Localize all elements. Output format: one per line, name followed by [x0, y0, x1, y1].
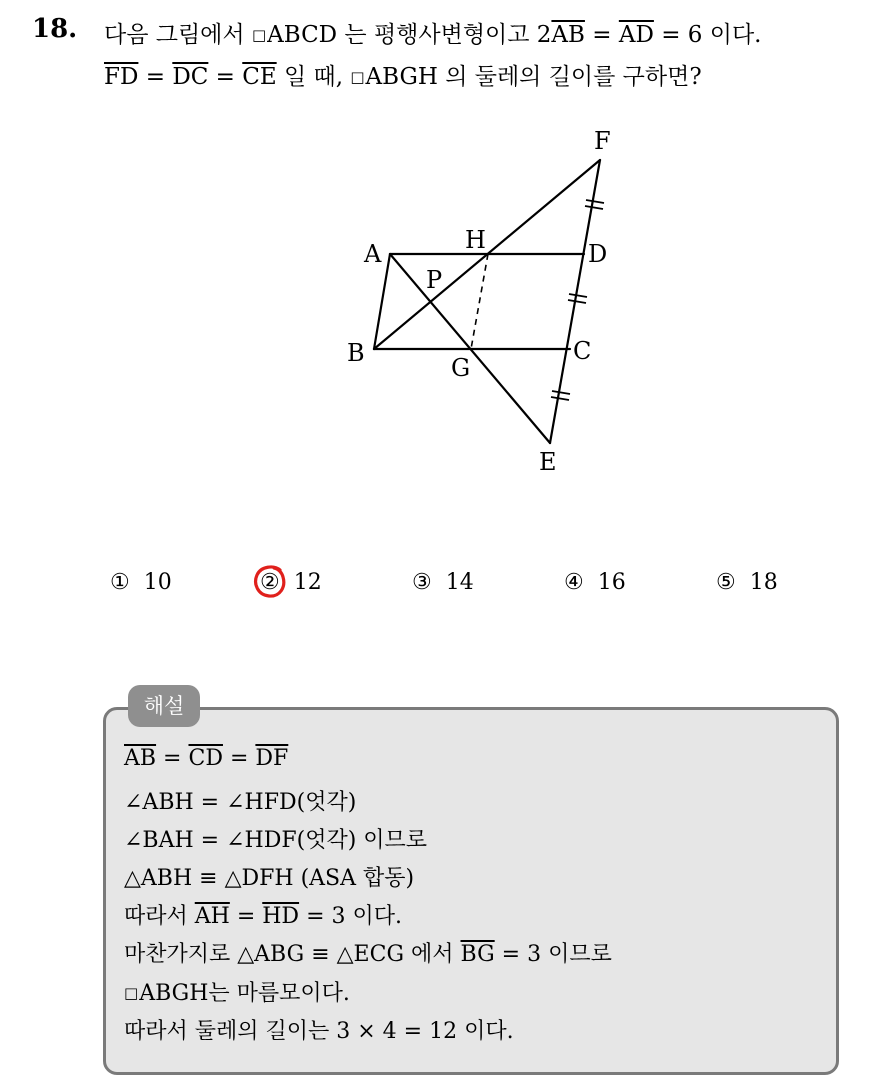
- segment-ah: $\overline{AH}$: [194, 904, 230, 929]
- question-text: ABCD 는 평행사변형이고 2: [267, 22, 552, 48]
- solution-line-6: [124, 937, 612, 968]
- question-text: 일 때,: [276, 64, 351, 90]
- choice-mark: ②: [260, 570, 280, 595]
- label-f: F: [594, 127, 611, 155]
- square-symbol: □: [124, 984, 139, 1002]
- question-text: 다음 그림에서: [104, 22, 252, 48]
- choice-value: 16: [597, 570, 626, 595]
- question-line-1: [104, 16, 762, 49]
- segment-h-g-dashed: [471, 254, 488, 349]
- choice-3[interactable]: [412, 570, 474, 595]
- segment-cd: $\overline{CD}$: [188, 746, 223, 771]
- segment-df: $\overline{DF}$: [255, 746, 289, 771]
- selected-answer-circle-icon: [252, 563, 288, 599]
- question-text: =: [584, 22, 619, 48]
- solution-line-7: [124, 976, 350, 1007]
- label-d: D: [588, 240, 608, 268]
- label-e: E: [539, 448, 557, 476]
- solution-text: =: [222, 746, 256, 771]
- question-text: =: [208, 64, 243, 90]
- solution-line-3: ∠BAH = ∠HDF(엇각) 이므로: [124, 828, 428, 853]
- solution-text: = 3 이다.: [299, 904, 402, 929]
- solution-line-8: 따라서 둘레의 길이는 3 × 4 = 12 이다.: [124, 1019, 514, 1044]
- choice-5[interactable]: [716, 570, 778, 595]
- choice-1[interactable]: [110, 570, 172, 595]
- choice-mark: ①: [110, 570, 130, 595]
- choice-value: 12: [293, 570, 322, 595]
- choice-mark: ③: [412, 570, 432, 595]
- label-p: P: [426, 266, 443, 294]
- tick-marks: [551, 200, 604, 400]
- label-b: B: [347, 339, 365, 367]
- question-text: = 6 이다.: [653, 22, 762, 48]
- solution-text: =: [156, 746, 189, 771]
- solution-line-5: [124, 899, 402, 930]
- segment-fd: $\overline{FD}$: [104, 64, 139, 90]
- solution-text: 마찬가지로 △ABG ≡ △ECG 에서: [124, 942, 461, 967]
- question-line-2: [104, 58, 702, 91]
- solution-tag: 해설: [128, 685, 200, 727]
- choice-value: 10: [143, 570, 172, 595]
- geometry-figure: [330, 118, 640, 480]
- question-text: ABGH 의 둘레의 길이를 구하면?: [365, 64, 702, 90]
- choice-value: 14: [445, 570, 474, 595]
- square-symbol: □: [251, 26, 267, 44]
- label-c: C: [573, 337, 592, 365]
- label-h: H: [465, 226, 486, 254]
- label-g: G: [451, 354, 471, 382]
- segment-hd: $\overline{HD}$: [262, 904, 300, 929]
- solution-line-4: △ABH ≡ △DFH (ASA 합동): [124, 866, 415, 891]
- solution-text: 따라서: [124, 904, 195, 929]
- choice-value: 18: [749, 570, 778, 595]
- segment-ad: $\overline{AD}$: [618, 22, 654, 48]
- solution-text: =: [229, 904, 263, 929]
- solution-line-2: ∠ABH = ∠HFD(엇각): [124, 790, 357, 815]
- square-symbol: □: [350, 68, 365, 86]
- choice-mark: ⑤: [716, 570, 736, 595]
- choice-4[interactable]: [564, 570, 626, 595]
- label-a: A: [364, 240, 382, 268]
- segment-a-b: [374, 254, 390, 349]
- question-text: =: [138, 64, 173, 90]
- question-number: 18.: [32, 14, 78, 44]
- solution-line-1: [124, 746, 288, 771]
- segment-bg: $\overline{BG}$: [460, 942, 495, 967]
- solution-text: ABGH는 마름모이다.: [139, 981, 350, 1006]
- segment-ce: $\overline{CE}$: [242, 64, 277, 90]
- solution-text: = 3 이므로: [494, 942, 612, 967]
- segment-dc: $\overline{DC}$: [172, 64, 209, 90]
- segment-ab: $\overline{AB}$: [124, 746, 157, 771]
- choice-mark: ④: [564, 570, 584, 595]
- segment-ab: $\overline{AB}$: [551, 22, 585, 48]
